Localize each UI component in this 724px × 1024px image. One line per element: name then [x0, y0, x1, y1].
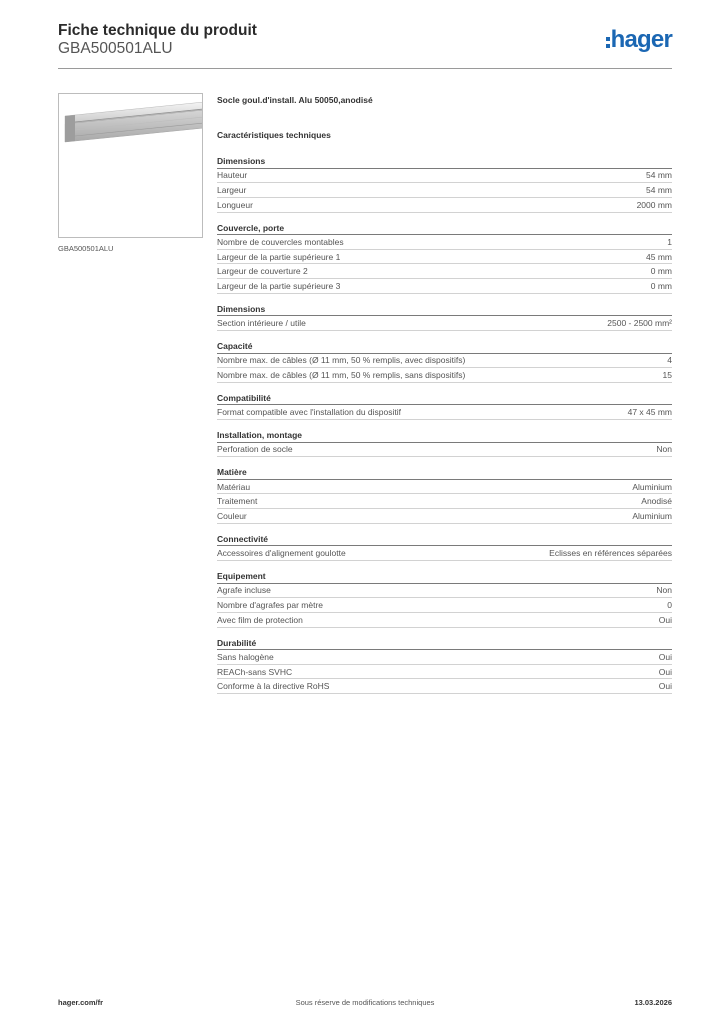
table-row	[217, 546, 672, 561]
table-row	[217, 665, 672, 680]
row-label: Largeur de couverture 2	[217, 266, 308, 277]
product-title: Socle goul.d'install. Alu 50050,anodisé	[217, 95, 373, 105]
row-value: 0 mm	[650, 280, 672, 291]
row-label: Conforme à la directive RoHS	[217, 681, 330, 692]
section-title: Matière	[217, 466, 672, 480]
row-value: Non	[656, 585, 672, 596]
table-row	[217, 650, 672, 665]
section-dimensions-inner	[217, 303, 672, 331]
row-value: Aluminium	[632, 510, 672, 521]
table-row	[217, 494, 672, 509]
section-dimensions	[217, 155, 672, 213]
table-row	[217, 183, 672, 198]
table-row	[217, 354, 672, 369]
row-label: Avec film de protection	[217, 614, 303, 625]
row-label: Hauteur	[217, 170, 248, 181]
table-row	[217, 235, 672, 250]
row-label: Largeur de la partie supérieure 3	[217, 280, 341, 291]
section-compatibility	[217, 392, 672, 420]
section-title: Capacité	[217, 340, 672, 354]
logo-text: hager	[610, 26, 672, 53]
table-row	[217, 443, 672, 458]
footer-notice: Sous réserve de modifications techniques	[295, 998, 435, 1007]
row-label: Format compatible avec l'installation du dispositif	[217, 407, 401, 418]
table-row	[217, 405, 672, 420]
footer-website-link[interactable]: hager.com/fr	[58, 998, 104, 1007]
footer-date: 13.03.2026	[634, 998, 672, 1007]
row-value: 54 mm	[646, 185, 672, 196]
row-label: Matériau	[217, 481, 251, 492]
table-row	[217, 368, 672, 383]
row-value: 54 mm	[646, 170, 672, 181]
table-row	[217, 509, 672, 524]
table-row	[217, 584, 672, 599]
product-code: GBA500501ALU	[58, 40, 173, 57]
row-value: 2000 mm	[636, 199, 672, 210]
row-value: Oui	[658, 614, 672, 625]
cable-trunking-icon	[59, 94, 203, 238]
row-label: Nombre de couvercles montables	[217, 236, 344, 247]
row-label: Couleur	[217, 510, 247, 521]
row-label: Perforation de socle	[217, 444, 293, 455]
product-image	[58, 93, 203, 238]
section-cover	[217, 222, 672, 294]
section-title: Dimensions	[217, 303, 672, 317]
row-label: Accessoires d'alignement goulotte	[217, 548, 346, 559]
row-label: REACh-sans SVHC	[217, 666, 293, 677]
row-value: Eclisses en références séparées	[549, 548, 672, 559]
row-value: Oui	[658, 666, 672, 677]
row-label: Traitement	[217, 496, 258, 507]
table-row	[217, 598, 672, 613]
row-label: Longueur	[217, 199, 253, 210]
section-capacity	[217, 340, 672, 383]
row-value: 0	[667, 600, 672, 611]
section-material	[217, 466, 672, 524]
row-label: Largeur	[217, 185, 247, 196]
row-value: 2500 - 2500 mm²	[607, 318, 672, 329]
table-row	[217, 679, 672, 694]
table-row	[217, 250, 672, 265]
characteristics-title: Caractéristiques techniques	[217, 130, 331, 140]
page-header	[58, 22, 672, 69]
row-label: Nombre max. de câbles (Ø 11 mm, 50 % remplis, sans dispositifs)	[217, 370, 466, 381]
row-value: 47 x 45 mm	[627, 407, 672, 418]
row-value: Aluminium	[632, 481, 672, 492]
section-title: Installation, montage	[217, 429, 672, 443]
row-value: Non	[656, 444, 672, 455]
section-title: Dimensions	[217, 155, 672, 169]
image-caption: GBA500501ALU	[58, 244, 114, 253]
section-equipment	[217, 570, 672, 628]
row-value: 0 mm	[650, 266, 672, 277]
product-details	[217, 93, 672, 694]
section-title: Compatibilité	[217, 392, 672, 406]
row-label: Section intérieure / utile	[217, 318, 306, 329]
section-installation	[217, 429, 672, 457]
row-value: 4	[667, 355, 672, 366]
row-label: Nombre max. de câbles (Ø 11 mm, 50 % remplis, avec dispositifs)	[217, 355, 466, 366]
row-value: 1	[667, 236, 672, 247]
table-row	[217, 264, 672, 279]
table-row	[217, 316, 672, 331]
table-row	[217, 613, 672, 628]
hager-logo	[606, 26, 672, 54]
section-title: Connectivité	[217, 533, 672, 547]
row-label: Agrafe incluse	[217, 585, 271, 596]
row-value: Oui	[658, 651, 672, 662]
page-footer	[58, 998, 672, 1010]
table-row	[217, 169, 672, 184]
section-title: Durabilité	[217, 637, 672, 651]
table-row	[217, 480, 672, 495]
section-title: Couvercle, porte	[217, 222, 672, 236]
row-label: Nombre d'agrafes par mètre	[217, 600, 324, 611]
row-label: Largeur de la partie supérieure 1	[217, 251, 341, 262]
table-row	[217, 198, 672, 213]
logo-dots-icon	[606, 37, 610, 48]
row-value: Oui	[658, 681, 672, 692]
section-durability	[217, 637, 672, 695]
section-title: Equipement	[217, 570, 672, 584]
row-value: Anodisé	[641, 496, 672, 507]
row-value: 15	[662, 370, 672, 381]
document-title: Fiche technique du produit	[58, 22, 257, 39]
row-value: 45 mm	[646, 251, 672, 262]
row-label: Sans halogène	[217, 651, 274, 662]
section-connectivity	[217, 533, 672, 561]
table-row	[217, 279, 672, 294]
